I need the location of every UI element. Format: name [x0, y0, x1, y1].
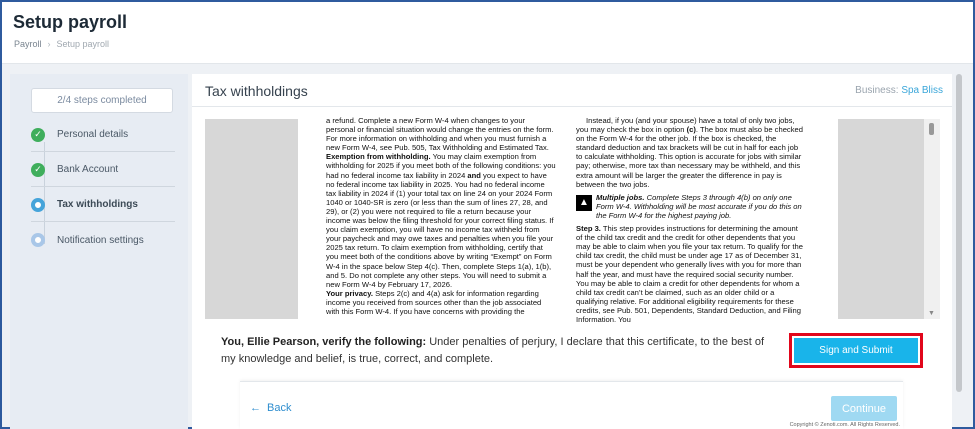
document-scrollbar[interactable]: [924, 119, 940, 319]
steps-progress: 2/4 steps completed: [31, 88, 173, 113]
page-scrollbar[interactable]: [954, 74, 966, 429]
doc-paragraph: Exemption from withholding. You may claim exemption from withholding for 2025 if you meet both of the following conditions: you had no federal income tax liability in 2024 and you expect to have no federal income tax liability in 2025. You had no federal income tax liability in 2024 if (1) your total tax on line 24 on your 2024 Form 1040 or 1040-SR is zero (or less than the sum of lines 27, 28, and 29), or (2) you were not required to file a return because your income was below the filing threshold for your correct filing status. If you claim exemption, you will have no income tax withheld from your paycheck and may owe taxes and penalties when you file your 2025 tax return. To claim exemption from withholding, certify that you meet both of the conditions above by writing “Exempt” on Form W-4 in the space below Step 4(c). Then, complete Steps 1(a), 1(b), and 5. Do not complete any other steps. You will need to submit a new Form W-4 by February 17, 2026.: [326, 152, 556, 289]
doc-paragraph: Your privacy. Steps 2(c) and 4(a) ask for information regarding income you received from sources other than the job associated with this Form W-4. If you have concerns with providing the: [326, 288, 542, 316]
divider: [192, 106, 952, 107]
copyright-text: Copyright © Zenoti.com. All Rights Reserved.: [789, 422, 900, 428]
verify-text: Under penalties of perjury, I declare that this certificate, to the best of my knowledge and belief, is true, correct, and complete.: [221, 336, 765, 365]
back-label: Back: [267, 402, 292, 414]
sign-and-submit-button[interactable]: Sign and Submit: [794, 338, 918, 363]
verification-statement: [221, 334, 781, 368]
step-notification-settings[interactable]: [31, 223, 175, 257]
page-title: Setup payroll: [13, 12, 128, 32]
chevron-right-icon: ›: [47, 39, 51, 49]
step-label: Personal details: [57, 129, 129, 140]
section-title: Tax withholdings: [205, 83, 308, 99]
breadcrumb-current: Setup payroll: [56, 39, 110, 49]
page-header: [2, 2, 973, 64]
doc-paragraph: Step 3. This step provides instructions for determining the amount of the child tax credit and the credit for other dependents that you may be able to claim when you file your tax return. To qualify for the child tax credit, the child must be under age 17 as of December 31, must be your dependent who generally lives with you for more than half the year, and must have the required social security number. You may be able to claim a credit for other dependents for whom a child tax credit can’t be claimed, such as an older child or a qualifying relative. For additional eligibility requirements for these credits, see Pub. 501, Dependents, Standard Deduction, and Filing Information. You: [576, 224, 803, 324]
caution-note: ▲ Multiple jobs. Complete Steps 3 through 4(b) on only one Form W-4. Withholding will be most accurate if you do this on the Form W-4 for the highest paying job.: [576, 193, 806, 220]
step-tax-withholdings[interactable]: [31, 188, 175, 222]
sign-and-submit-highlight: [789, 333, 923, 368]
step-label: Notification settings: [57, 234, 144, 246]
step-bank-account[interactable]: [31, 153, 175, 187]
steps-sidebar: [10, 74, 188, 429]
doc-paragraph: a refund. Complete a new Form W-4 when changes to your personal or financial situation would change the entries on the form. For more information on withholding and when you must furnish a new Form W-4, see Pub. 505, Tax Withholding and Estimated Tax.: [326, 116, 554, 153]
continue-button[interactable]: Continue: [831, 396, 897, 421]
doc-paragraph: Instead, if you (and your spouse) have a total of only two jobs, you may check the box in option (c). The box must also be checked on the Form W-4 for the other job. If the box is checked, the standard deduction and tax brackets will be cut in half for each job to calculate withholding. This option is accurate for jobs with similar pay; otherwise, more tax than necessary may be withheld, and this extra amount will be larger the greater the difference in pay is between the two jobs.: [576, 116, 803, 189]
breadcrumb: [14, 39, 109, 49]
caution-icon: ▲: [576, 195, 592, 211]
breadcrumb-payroll[interactable]: Payroll: [14, 39, 42, 49]
document-left-column: [326, 116, 556, 316]
business-label: Business:: [855, 85, 899, 96]
back-button[interactable]: [250, 402, 291, 414]
step-personal-details[interactable]: [31, 118, 175, 152]
w4-document-viewer[interactable]: [205, 116, 940, 324]
wizard-footer: [240, 381, 903, 429]
document-page: [298, 116, 838, 324]
arrow-left-icon: ←: [250, 402, 261, 414]
step-label: Bank Account: [57, 164, 119, 175]
main-panel: [192, 74, 952, 429]
check-icon: ✓: [31, 163, 45, 177]
pending-dot-icon: [31, 233, 45, 247]
business-info: [855, 85, 943, 96]
document-right-column: [576, 116, 806, 324]
check-icon: ✓: [31, 128, 45, 142]
verify-lead: You, Ellie Pearson, verify the following:: [221, 336, 427, 348]
scroll-thumb[interactable]: [929, 123, 934, 135]
page-scroll-thumb[interactable]: [956, 74, 962, 392]
active-dot-icon: [31, 198, 45, 212]
business-name: Spa Bliss: [901, 85, 943, 96]
step-label: Tax withholdings: [57, 199, 138, 210]
scroll-down-arrow-icon[interactable]: ▼: [928, 310, 935, 317]
